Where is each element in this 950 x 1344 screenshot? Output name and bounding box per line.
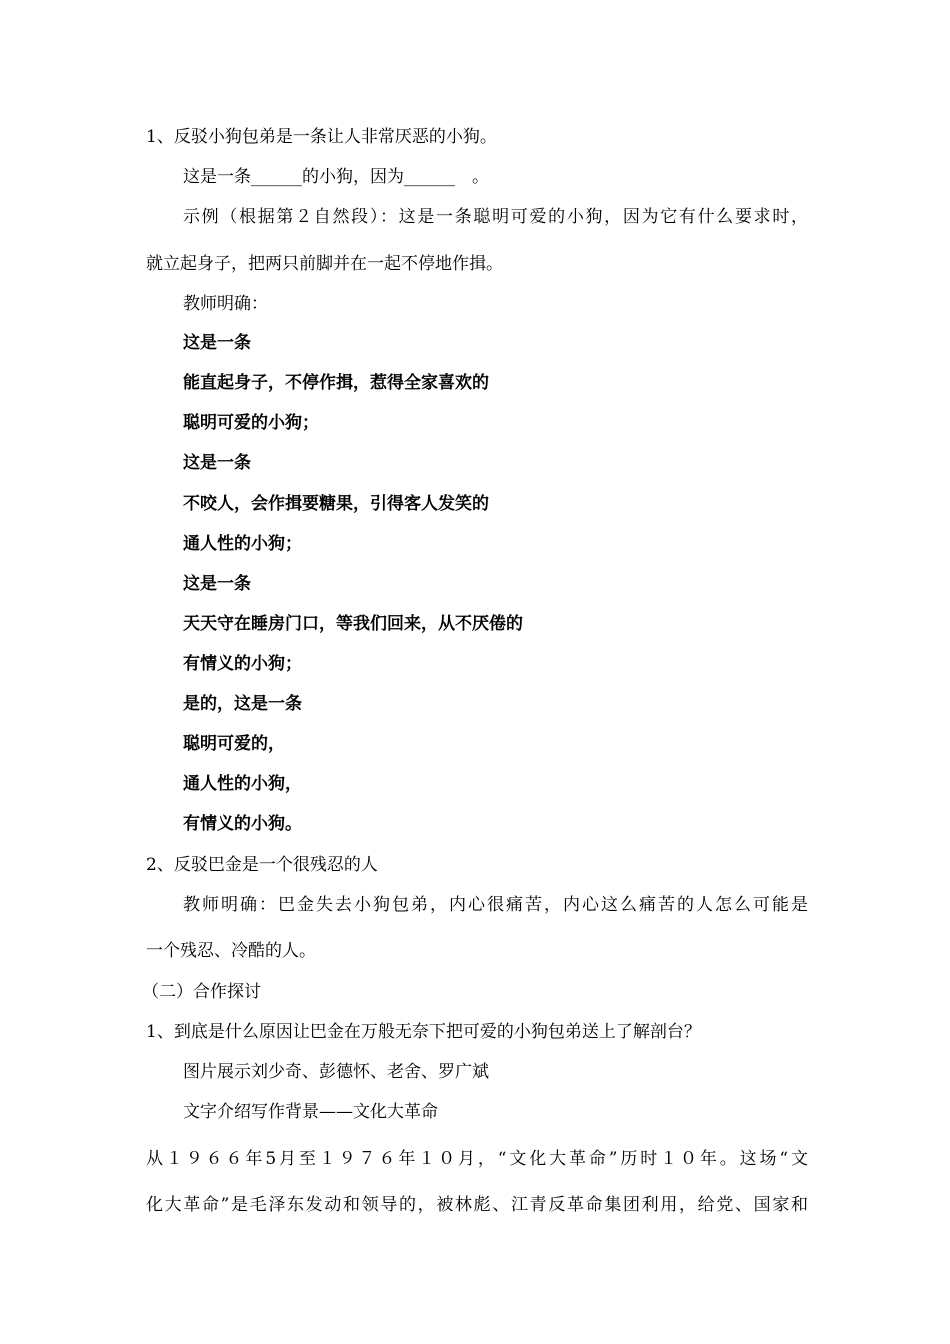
teacher-note-line-1: 教师明确：巴金失去小狗包弟，内心很痛苦，内心这么痛苦的人怎么可能是 — [183, 895, 808, 915]
section-heading-1: 1、反驳小狗包弟是一条让人非常厌恶的小狗。 — [146, 127, 497, 147]
fill-in-blank-sentence: 这是一条______的小狗，因为______ 。 — [183, 167, 489, 187]
answer-line: 能直起身子，不停作揖，惹得全家喜欢的 — [183, 373, 489, 393]
teacher-note-line-2: 一个残忍、冷酷的人。 — [146, 941, 316, 961]
example-paragraph-line-2: 就立起身子，把两只前脚并在一起不停地作揖。 — [146, 254, 503, 274]
answer-line: 聪明可爱的， — [183, 734, 285, 754]
image-display-note: 图片展示刘少奇、彭德怀、老舍、罗广斌 — [183, 1062, 489, 1082]
answer-line: 不咬人，会作揖要糖果，引得客人发笑的 — [183, 494, 489, 514]
answer-line: 通人性的小狗； — [183, 534, 302, 554]
section-heading-2: 2、反驳巴金是一个很残忍的人 — [146, 855, 378, 875]
answer-line: 这是一条 — [183, 574, 251, 594]
example-paragraph-line-1: 示例（根据第２自然段）：这是一条聪明可爱的小狗，因为它有什么要求时， — [183, 207, 808, 227]
background-paragraph-line-2: 化大革命”是毛泽东发动和领导的，被林彪、江青反革命集团利用，给党、国家和 — [146, 1195, 808, 1215]
answer-line: 有情义的小狗； — [183, 654, 302, 674]
subsection-heading: （二）合作探讨 — [142, 982, 261, 1002]
answer-line: 是的，这是一条 — [183, 694, 302, 714]
teacher-note-label: 教师明确： — [183, 294, 268, 314]
answer-line: 有情义的小狗。 — [183, 814, 302, 834]
background-note: 文字介绍写作背景——文化大革命 — [183, 1102, 438, 1122]
answer-line: 这是一条 — [183, 453, 251, 473]
answer-line: 天天守在睡房门口，等我们回来，从不厌倦的 — [183, 614, 523, 634]
answer-line: 通人性的小狗， — [183, 774, 302, 794]
answer-line: 聪明可爱的小狗； — [183, 413, 319, 433]
background-paragraph-line-1: 从１９６６年5月至１９７６年１０月，“文化大革命”历时１０年。这场“文 — [146, 1149, 808, 1169]
question-heading: 1、到底是什么原因让巴金在万般无奈下把可爱的小狗包弟送上了解剖台？ — [146, 1022, 701, 1042]
answer-line: 这是一条 — [183, 333, 251, 353]
